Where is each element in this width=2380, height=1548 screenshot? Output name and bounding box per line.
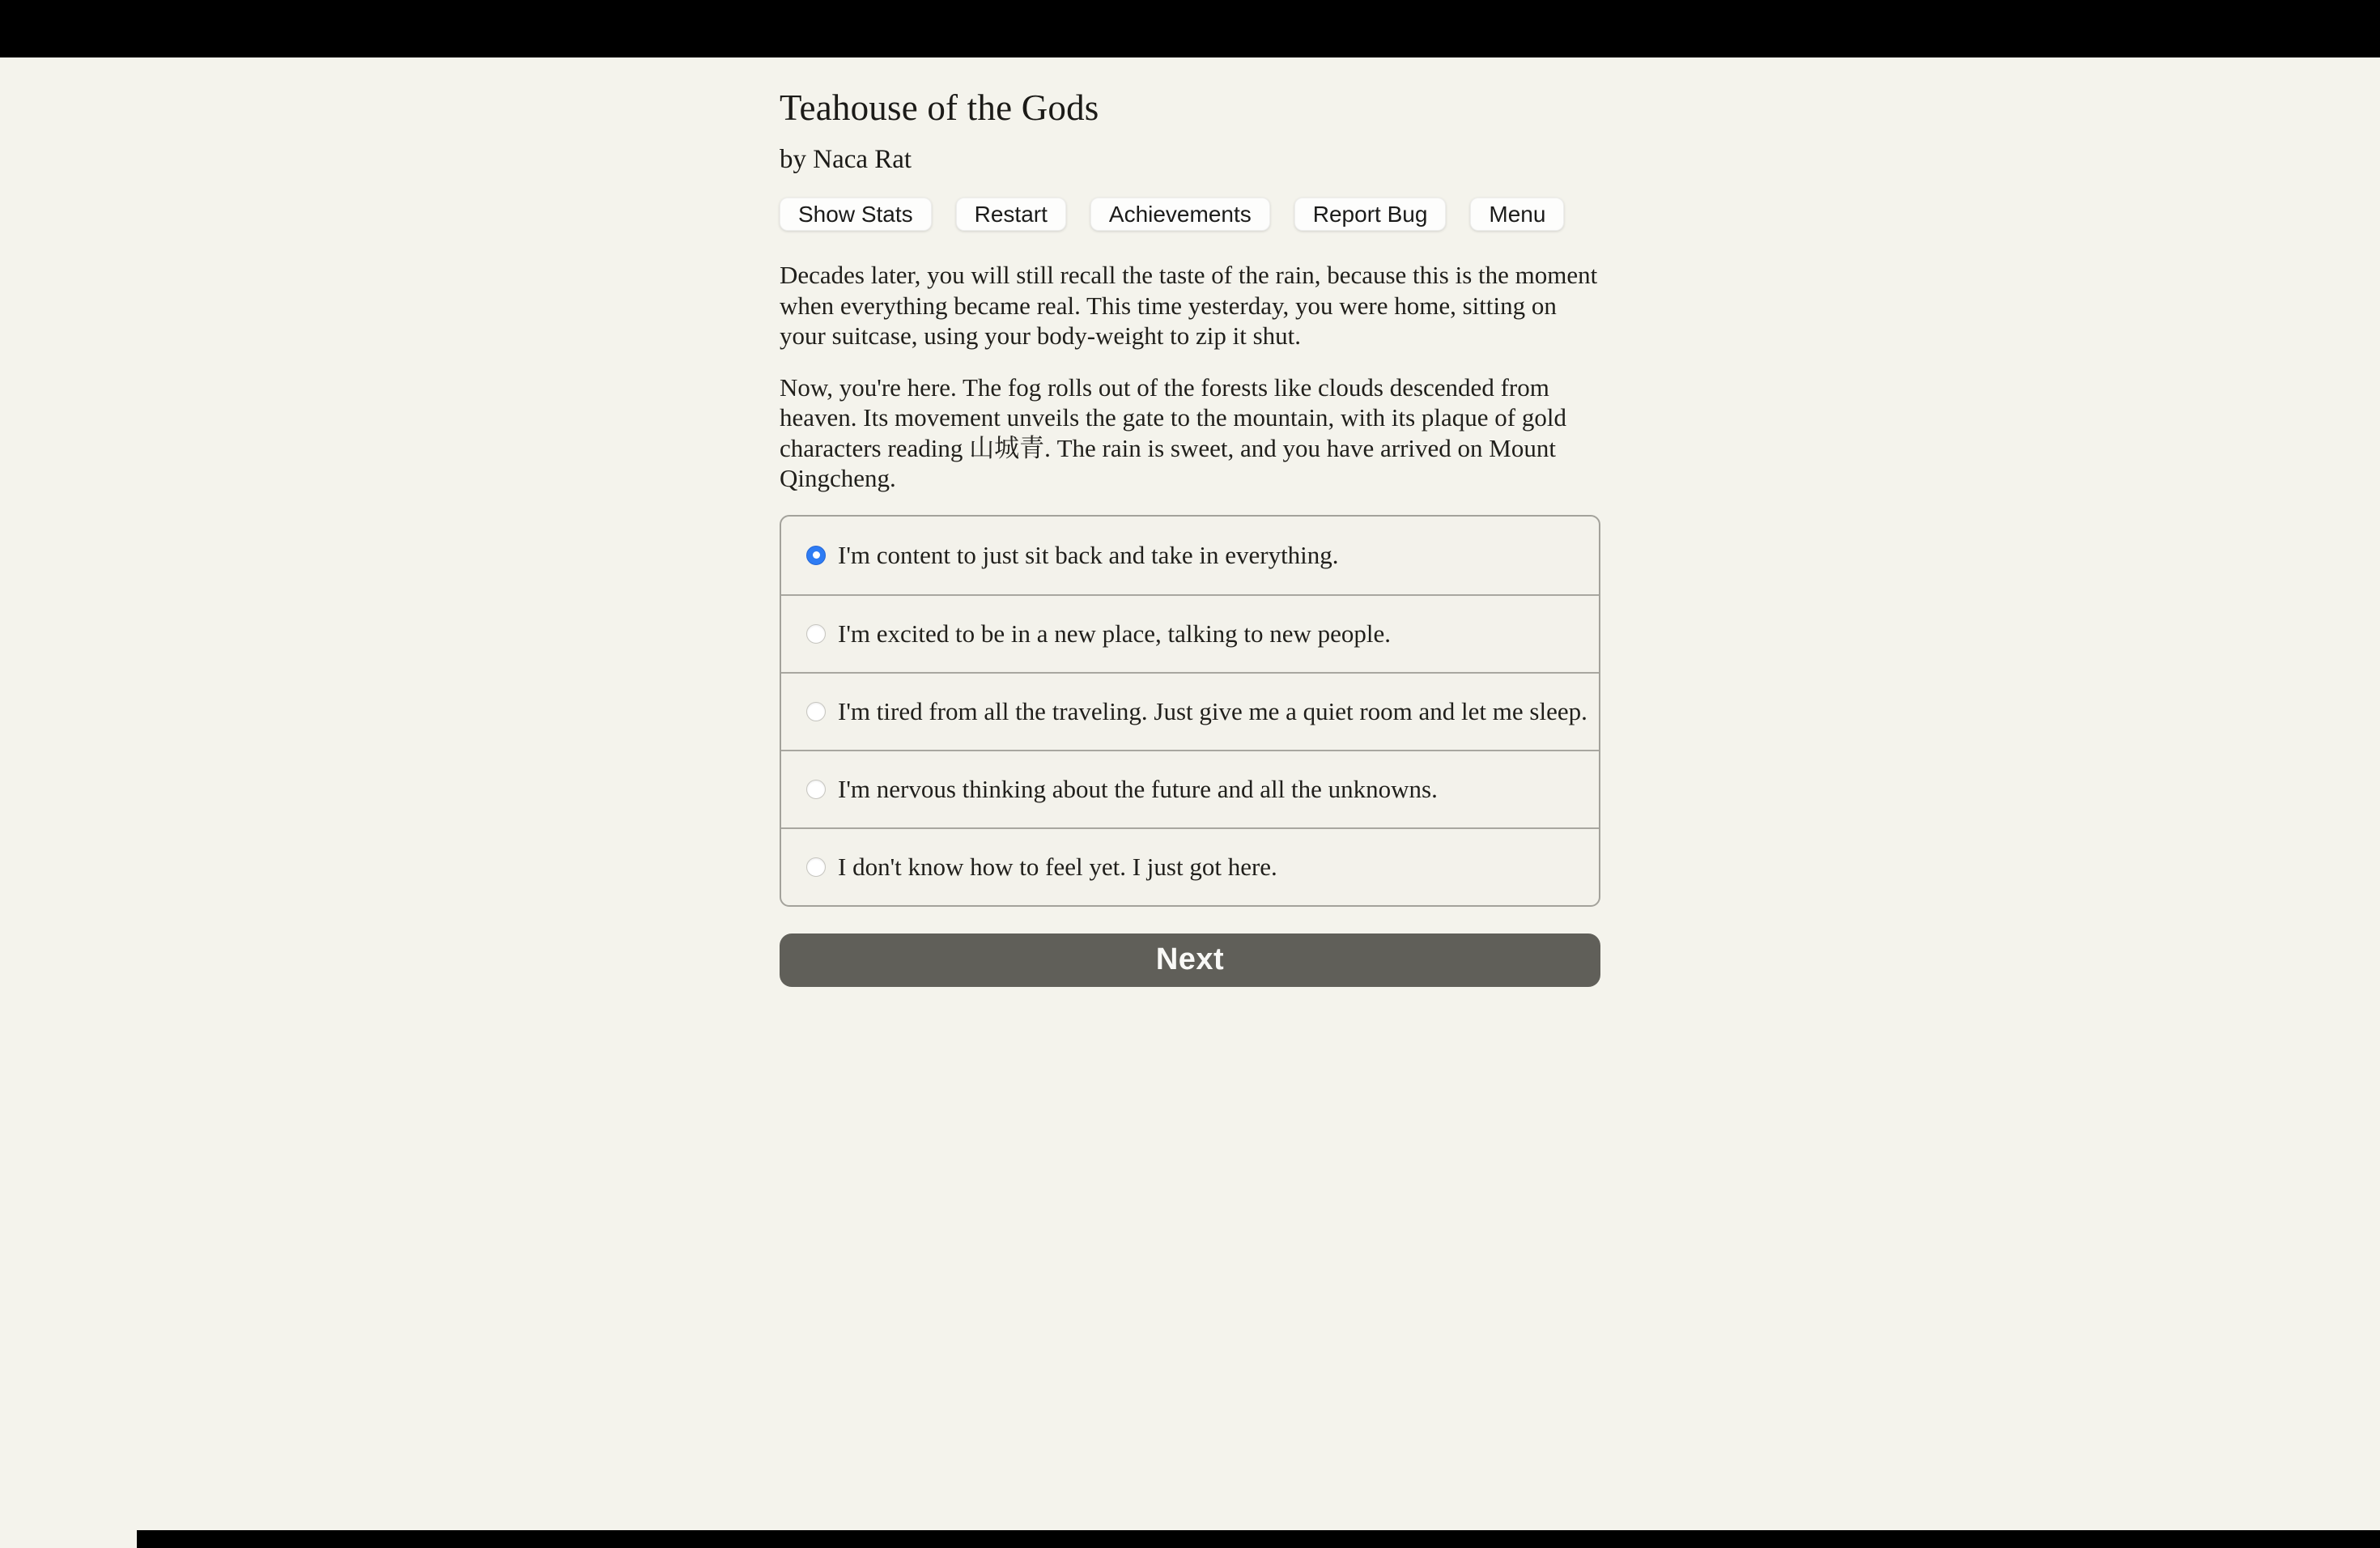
toolbar: [780, 198, 1600, 231]
choice-option-3[interactable]: [781, 672, 1599, 750]
choice-option-2[interactable]: [781, 594, 1599, 672]
achievements-button[interactable]: Achievements: [1090, 198, 1270, 231]
choice-list: [780, 515, 1600, 907]
show-stats-button[interactable]: Show Stats: [780, 198, 932, 231]
radio-button[interactable]: [806, 857, 826, 877]
choice-option-label: I'm content to just sit back and take in everything.: [838, 541, 1339, 569]
story-paragraph-2: Now, you're here. The fog rolls out of the forests like clouds descended from heaven. Its movement unveils the gate to the mountain, with its plaque of gold characters reading 山城青. The rain is sweet, and you have arrived on Mount Qingcheng.: [780, 372, 1566, 492]
author-byline: by Naca Rat: [780, 145, 912, 174]
page-title: Teahouse of the Gods: [780, 87, 1099, 128]
choice-option-5[interactable]: [781, 827, 1599, 905]
bottom-black-bar: [137, 1530, 2380, 1548]
report-bug-button[interactable]: Report Bug: [1294, 198, 1447, 231]
radio-button[interactable]: [806, 702, 826, 721]
choice-option-label: I'm tired from all the traveling. Just give me a quiet room and let me sleep.: [838, 697, 1587, 725]
restart-button[interactable]: Restart: [956, 198, 1066, 231]
radio-button[interactable]: [806, 624, 826, 644]
radio-button[interactable]: [806, 780, 826, 799]
choice-option-4[interactable]: [781, 750, 1599, 827]
choice-option-label: I don't know how to feel yet. I just got here.: [838, 853, 1277, 881]
game-content-column: [780, 57, 1600, 987]
story-text: [780, 260, 1600, 494]
next-button[interactable]: Next: [780, 933, 1600, 987]
choice-option-label: I'm excited to be in a new place, talking to new people.: [838, 619, 1392, 648]
choice-option-label: I'm nervous thinking about the future and all the unknowns.: [838, 775, 1438, 803]
menu-button[interactable]: Menu: [1470, 198, 1564, 231]
top-black-bar: [0, 0, 2380, 57]
story-paragraph-1: Decades later, you will still recall the taste of the rain, because this is the moment when everything became real. This time yesterday, you were home, sitting on your suitcase, using your body-weight to zip it shut.: [780, 261, 1598, 350]
choice-option-1[interactable]: [781, 517, 1599, 594]
radio-button[interactable]: [806, 546, 826, 565]
